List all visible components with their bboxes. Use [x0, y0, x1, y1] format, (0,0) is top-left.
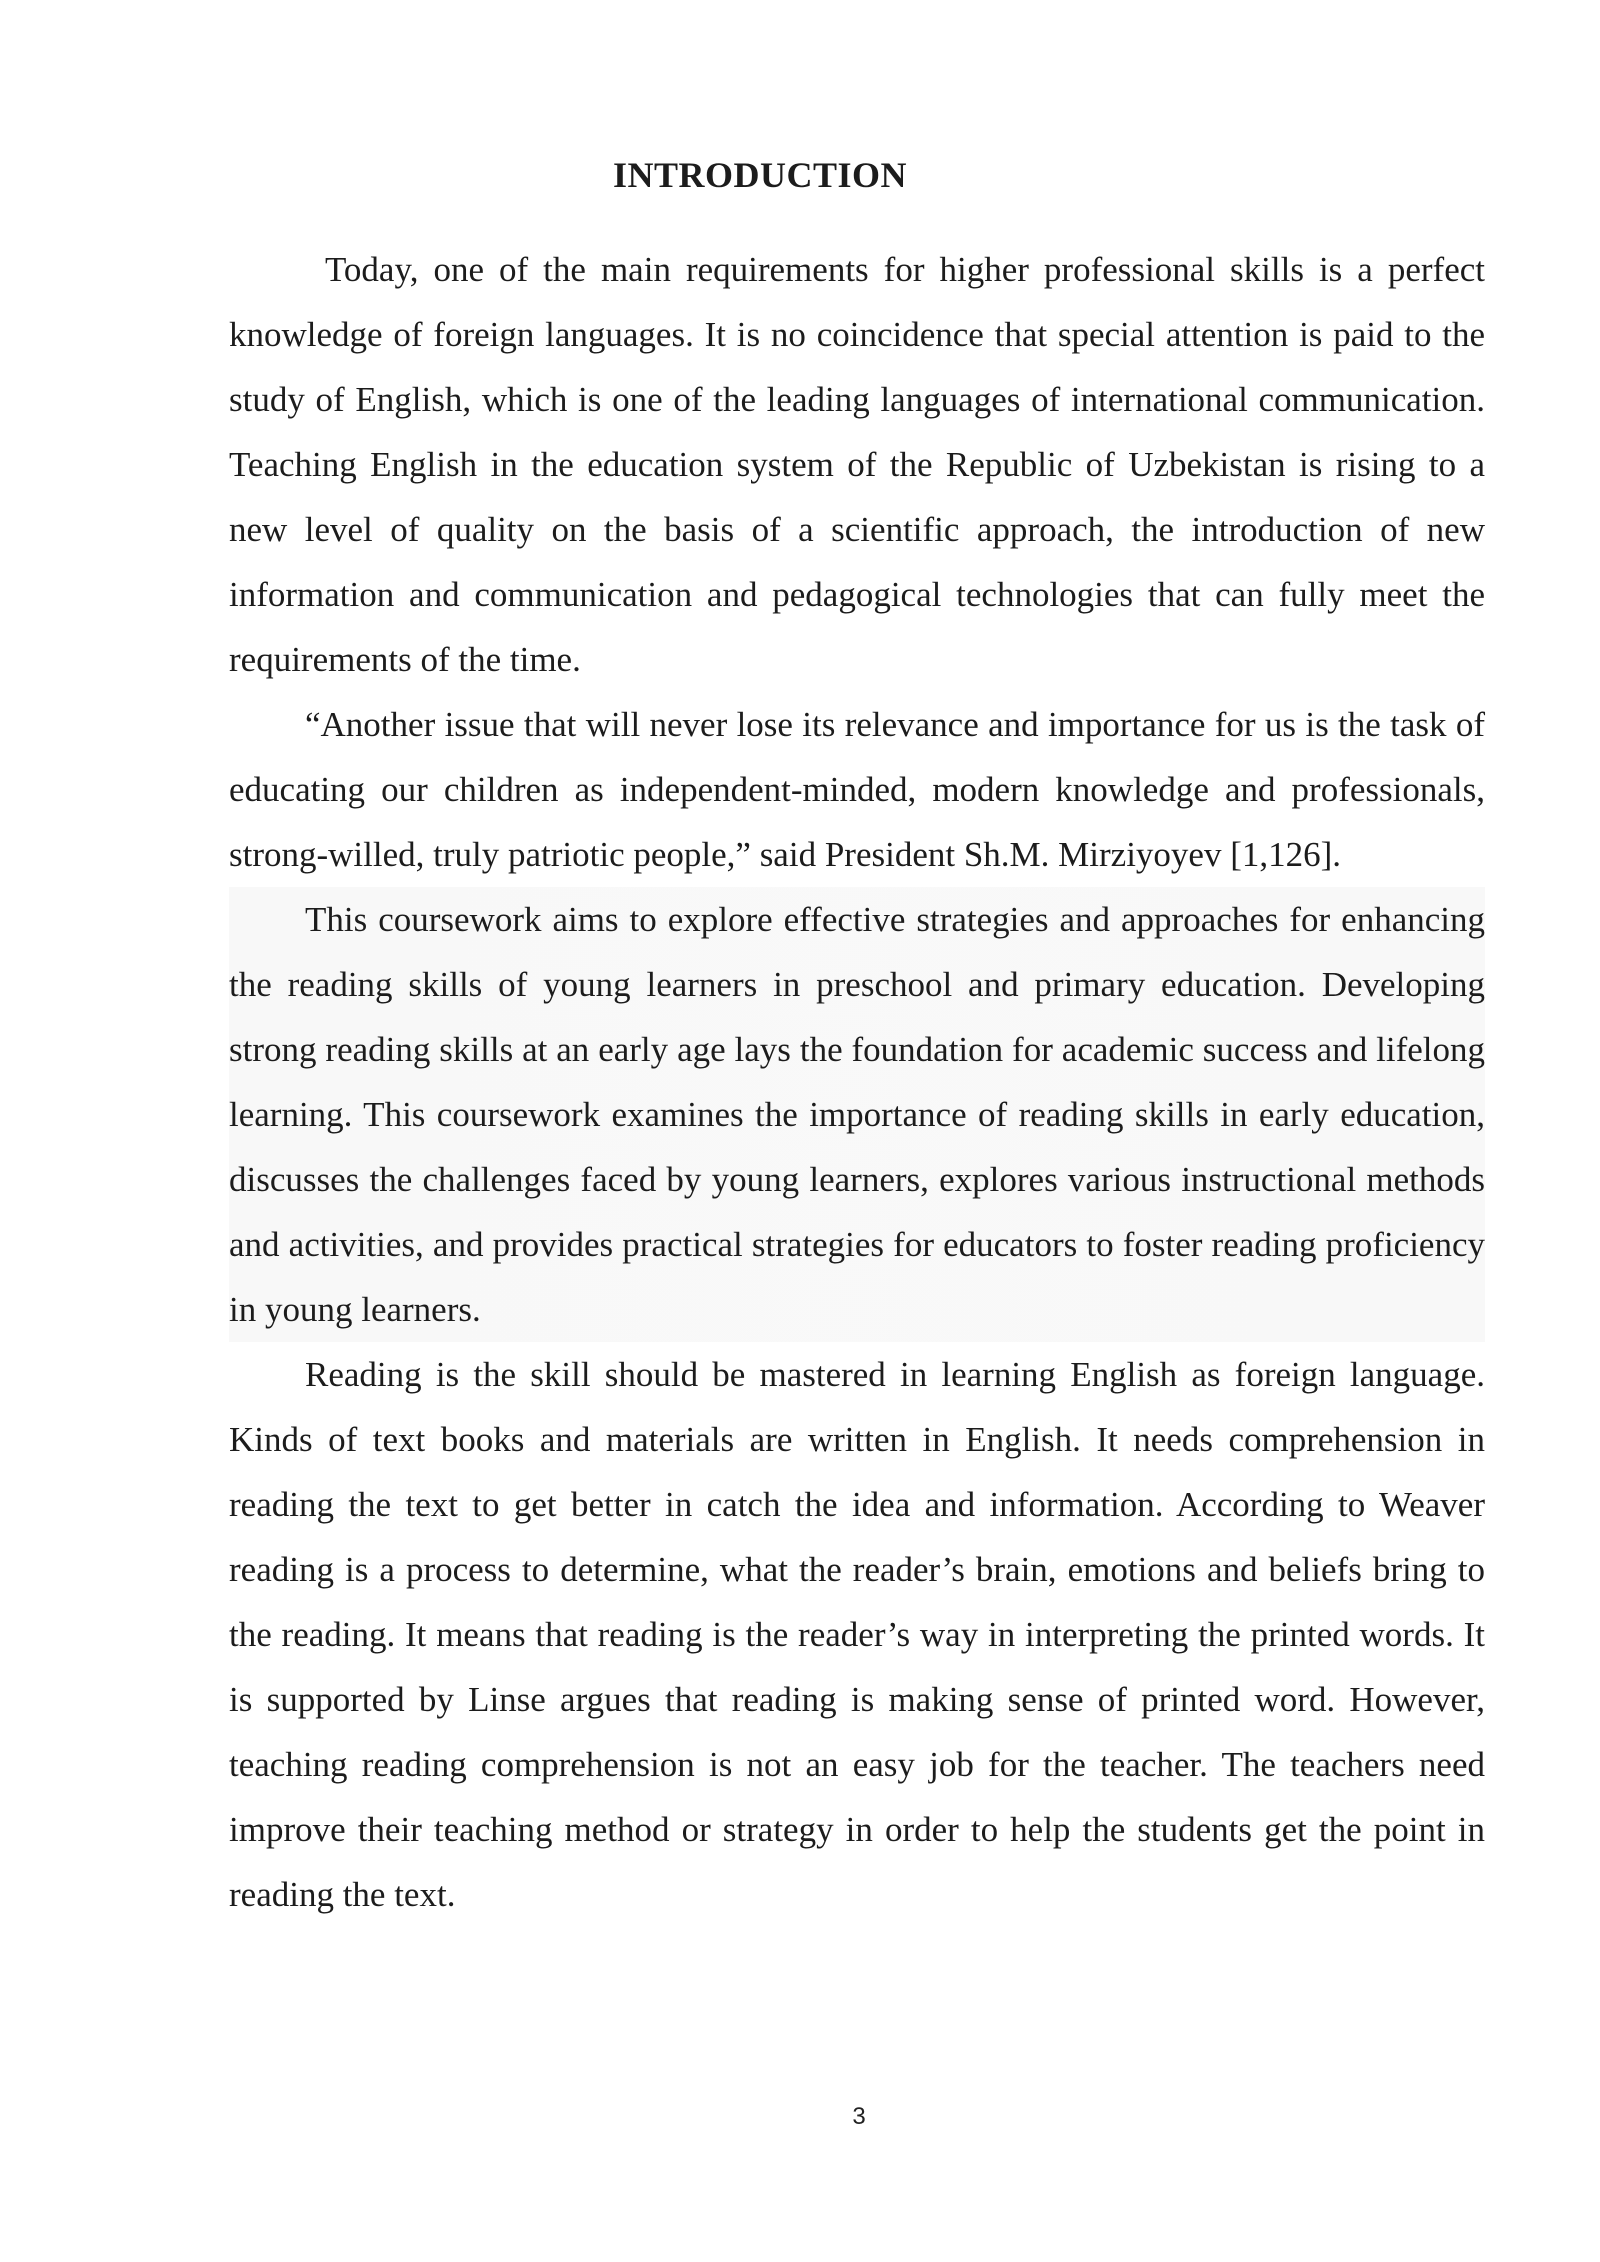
paragraph-reading: Reading is the skill should be mastered in learning English as foreign language. Kinds of text books and materials are written in English. It needs comprehension in reading the text to get better in catch the idea and information. According to Weaver reading is a process to determine, what the reader’s brain, emotions and beliefs bring to the reading. It means that reading is the reader’s way in interpreting the printed words. It is supported by Linse argues that reading is making sense of printed word. However, teaching reading comprehension is not an easy job for the teacher. The teachers need improve their teaching method or strategy in order to help the students get the point in reading the text. — [229, 1355, 1485, 1914]
page-number: 3 — [852, 2103, 866, 2130]
paragraph-intro: Today, one of the main requirements for higher professional skills is a perfect knowledge of foreign languages. It is no coincidence that special attention is paid to the study of English, which is one of the leading languages of international communication. Teaching English in the education system of the Republic of Uzbekistan is rising to a new level of quality on the basis of a scientific approach, the introduction of new information and communication and pedagogical technologies that can fully meet the requirements of the time. — [229, 250, 1485, 679]
page-title: INTRODUCTION — [612, 155, 908, 195]
body-text — [229, 237, 1485, 1927]
paragraph-quote: “Another issue that will never lose its relevance and importance for us is the task of educating our children as independent-minded, modern knowledge and professionals, strong-willed, truly patriotic people,” said President Sh.M. Mirziyoyev [1,126]. — [229, 705, 1485, 874]
paragraph-aims: This coursework aims to explore effective strategies and approaches for enhancing the reading skills of young learners in preschool and primary education. Developing strong reading skills at an early age lays the foundation for academic success and lifelong learning. This coursework examines the importance of reading skills in early education, discusses the challenges faced by young learners, explores various instructional methods and activities, and provides practical strategies for educators to foster reading proficiency in young learners. — [229, 887, 1485, 1342]
